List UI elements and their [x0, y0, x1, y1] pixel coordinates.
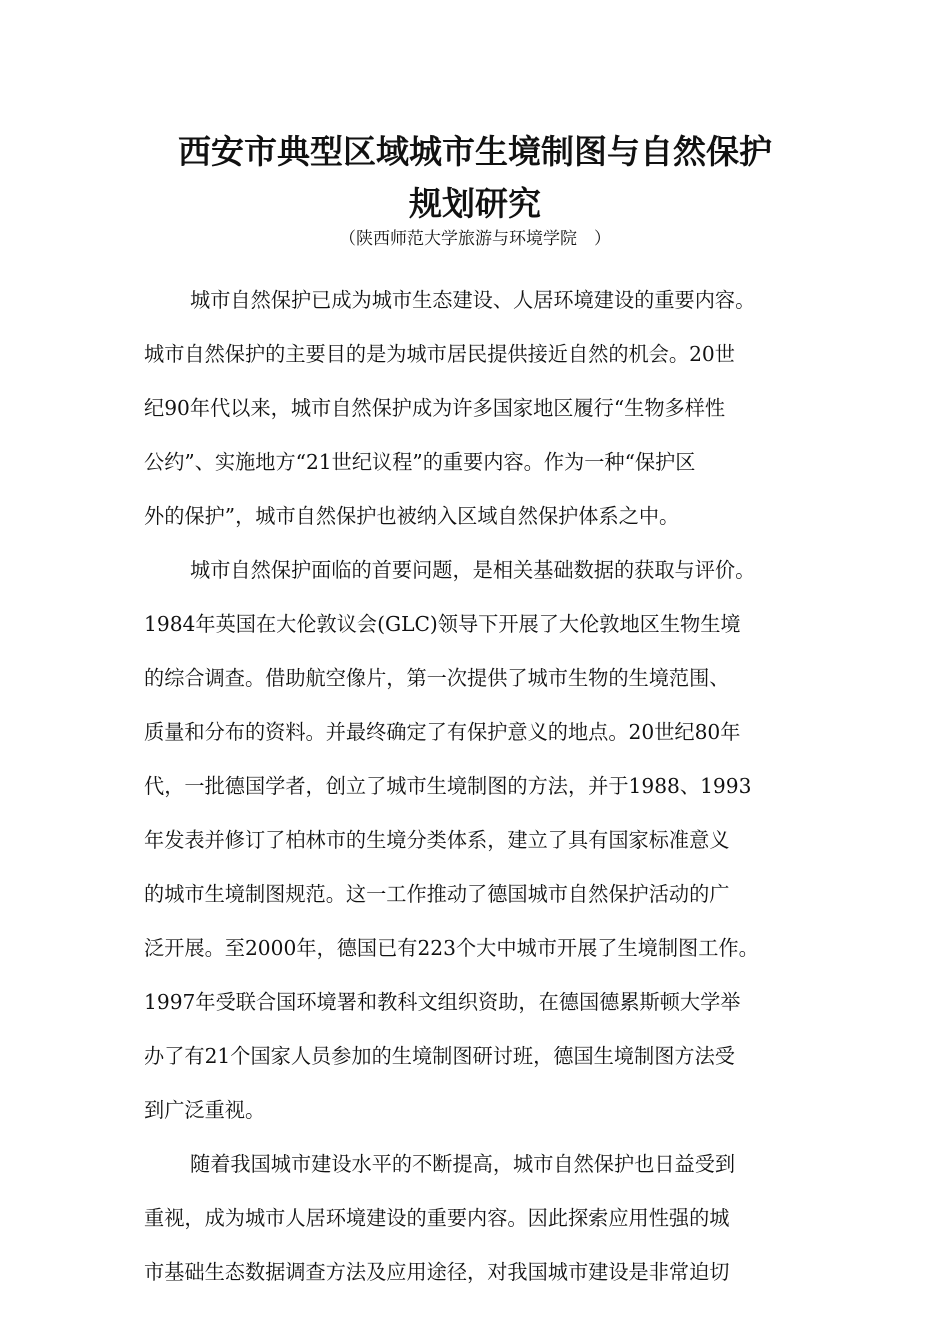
- paragraph-2-line-1: 城市自然保护面临的首要问题，是相关基础数据的获取与评价。: [190, 558, 756, 582]
- paragraph-2-line-2: 1984年英国在大伦敦议会(GLC)领导下开展了大伦敦地区生物生境: [144, 612, 741, 636]
- paragraph-3-line-3: 市基础生态数据调查方法及应用途径，对我国城市建设是非常迫切: [144, 1260, 730, 1284]
- paragraph-2-line-6: 年发表并修订了柏林市的生境分类体系，建立了具有国家标准意义: [144, 828, 730, 852]
- paragraph-2-line-4: 质量和分布的资料。并最终确定了有保护意义的地点。20世纪80年: [144, 720, 741, 744]
- paragraph-2-line-9: 1997年受联合国环境署和教科文组织资助，在德国德累斯顿大学举: [144, 990, 741, 1014]
- paragraph-2-line-3: 的综合调查。借助航空像片，第一次提供了城市生物的生境范围、: [144, 666, 730, 690]
- paragraph-2-line-8: 泛开展。至2000年，德国已有223个大中城市开展了生境制图工作。: [144, 936, 759, 960]
- author-affiliation: （陕西师范大学旅游与环境学院 ）: [339, 229, 611, 249]
- body-text: [144, 283, 824, 1309]
- paragraph-1-line-1: 城市自然保护已成为城市生态建设、人居环境建设的重要内容。: [190, 288, 756, 312]
- paragraph-2-line-7: 的城市生境制图规范。这一工作推动了德国城市自然保护活动的广: [144, 882, 730, 906]
- paragraph-1-line-5: 外的保护”，城市自然保护也被纳入区域自然保护体系之中。: [144, 504, 680, 528]
- paragraph-3-line-1: 随着我国城市建设水平的不断提高，城市自然保护也日益受到: [190, 1152, 736, 1176]
- paragraph-2-line-5: 代，一批德国学者，创立了城市生境制图的方法，并于1988、1993: [144, 774, 752, 798]
- document-title-line-1: 西安市典型区域城市生境制图与自然保护: [178, 132, 772, 171]
- document-title-line-2: 规划研究: [409, 184, 541, 223]
- paragraph-1-line-4: 公约”、实施地方“21世纪议程”的重要内容。作为一种“保护区: [144, 450, 696, 474]
- paragraph-1-line-3: 纪90年代以来，城市自然保护成为许多国家地区履行“生物多样性: [144, 396, 726, 420]
- paragraph-1-line-2: 城市自然保护的主要目的是为城市居民提供接近自然的机会。20世: [144, 342, 735, 366]
- paragraph-2-line-11: 到广泛重视。: [144, 1098, 266, 1122]
- paragraph-3-line-2: 重视，成为城市人居环境建设的重要内容。因此探索应用性强的城: [144, 1206, 730, 1230]
- paragraph-2-line-10: 办了有21个国家人员参加的生境制图研讨班，德国生境制图方法受: [144, 1044, 735, 1068]
